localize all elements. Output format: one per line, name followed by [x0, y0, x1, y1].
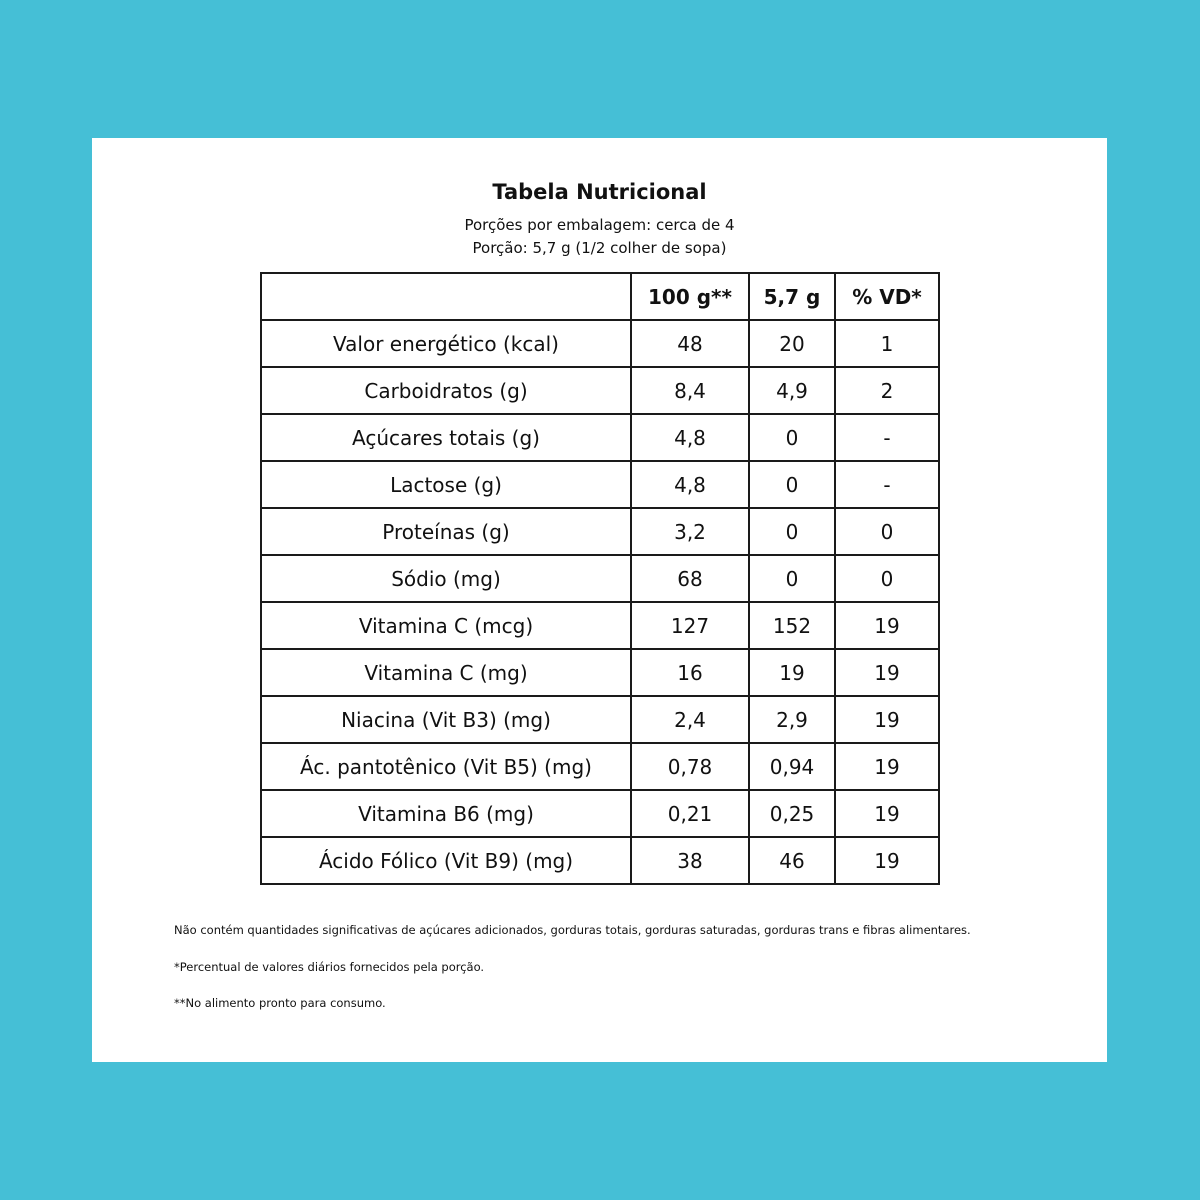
nutrition-label-card	[92, 138, 1107, 1062]
label-title: Tabela Nutricional	[492, 180, 707, 204]
daily-value-cell: 19	[835, 790, 939, 837]
table-row	[261, 320, 939, 367]
daily-value-cell: 19	[835, 696, 939, 743]
nutrient-name-cell: Ácido Fólico (Vit B9) (mg)	[261, 837, 631, 884]
per-portion-cell: 19	[749, 649, 835, 696]
daily-value-cell: 19	[835, 837, 939, 884]
header-cell-daily-value: % VD*	[835, 273, 939, 320]
table-row	[261, 837, 939, 884]
per-portion-cell: 4,9	[749, 367, 835, 414]
table-row	[261, 508, 939, 555]
daily-value-cell: 1	[835, 320, 939, 367]
daily-value-cell: -	[835, 414, 939, 461]
nutrient-name-cell: Açúcares totais (g)	[261, 414, 631, 461]
table-row	[261, 790, 939, 837]
nutrient-name-cell: Vitamina B6 (mg)	[261, 790, 631, 837]
per-100g-cell: 0,78	[631, 743, 749, 790]
per-portion-cell: 0	[749, 461, 835, 508]
per-100g-cell: 38	[631, 837, 749, 884]
nutrient-name-cell: Valor energético (kcal)	[261, 320, 631, 367]
per-100g-cell: 68	[631, 555, 749, 602]
daily-value-cell: -	[835, 461, 939, 508]
table-header-row	[261, 273, 939, 320]
footnote-daily-value: *Percentual de valores diários fornecidos pela porção.	[174, 960, 485, 974]
per-100g-cell: 3,2	[631, 508, 749, 555]
per-portion-cell: 152	[749, 602, 835, 649]
table-row	[261, 743, 939, 790]
per-100g-cell: 127	[631, 602, 749, 649]
daily-value-cell: 0	[835, 555, 939, 602]
nutrient-name-cell: Niacina (Vit B3) (mg)	[261, 696, 631, 743]
per-100g-cell: 4,8	[631, 461, 749, 508]
per-portion-cell: 0	[749, 508, 835, 555]
header-cell-per-portion: 5,7 g	[749, 273, 835, 320]
per-portion-cell: 0	[749, 555, 835, 602]
footnote-not-significant: Não contém quantidades significativas de açúcares adicionados, gorduras totais, gorduras saturadas, gorduras trans e fibras alimentares.	[174, 923, 971, 937]
per-100g-cell: 4,8	[631, 414, 749, 461]
per-portion-cell: 46	[749, 837, 835, 884]
per-100g-cell: 16	[631, 649, 749, 696]
daily-value-cell: 19	[835, 743, 939, 790]
header-cell-per-100g: 100 g**	[631, 273, 749, 320]
per-portion-cell: 0,94	[749, 743, 835, 790]
table-row	[261, 555, 939, 602]
table-row	[261, 461, 939, 508]
per-100g-cell: 2,4	[631, 696, 749, 743]
nutrient-name-cell: Vitamina C (mcg)	[261, 602, 631, 649]
table-row	[261, 414, 939, 461]
per-100g-cell: 8,4	[631, 367, 749, 414]
table-row	[261, 649, 939, 696]
per-100g-cell: 0,21	[631, 790, 749, 837]
per-portion-cell: 0,25	[749, 790, 835, 837]
table-row	[261, 602, 939, 649]
per-portion-cell: 2,9	[749, 696, 835, 743]
table-row	[261, 696, 939, 743]
nutrient-name-cell: Sódio (mg)	[261, 555, 631, 602]
nutrient-name-cell: Ác. pantotênico (Vit B5) (mg)	[261, 743, 631, 790]
servings-per-package: Porções por embalagem: cerca de 4	[464, 216, 735, 234]
serving-size: Porção: 5,7 g (1/2 colher de sopa)	[472, 239, 727, 257]
nutrient-name-cell: Carboidratos (g)	[261, 367, 631, 414]
daily-value-cell: 0	[835, 508, 939, 555]
daily-value-cell: 19	[835, 602, 939, 649]
header-cell-nutrient	[261, 273, 631, 320]
nutrient-name-cell: Lactose (g)	[261, 461, 631, 508]
daily-value-cell: 19	[835, 649, 939, 696]
table-row	[261, 367, 939, 414]
footnote-ready-to-eat: **No alimento pronto para consumo.	[174, 996, 386, 1010]
nutrient-name-cell: Vitamina C (mg)	[261, 649, 631, 696]
per-portion-cell: 0	[749, 414, 835, 461]
table-body	[261, 320, 939, 884]
daily-value-cell: 2	[835, 367, 939, 414]
nutrient-name-cell: Proteínas (g)	[261, 508, 631, 555]
per-100g-cell: 48	[631, 320, 749, 367]
per-portion-cell: 20	[749, 320, 835, 367]
nutrition-table	[260, 272, 940, 885]
